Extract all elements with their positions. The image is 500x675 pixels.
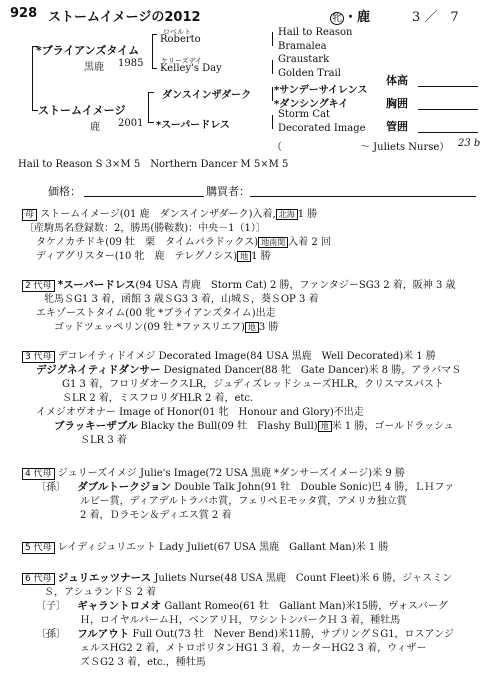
section-label: 6 代母 — [22, 573, 55, 585]
section-label: 2 代母 — [22, 280, 55, 292]
sire-year: 1985 — [118, 58, 144, 69]
measure-cannon-label: 管囲 — [386, 120, 408, 133]
measure-height-label: 体高 — [386, 74, 408, 87]
foaling-date: 3 ／ 7 — [412, 10, 459, 25]
section-label: 5 代母 — [22, 542, 55, 554]
tail-family: 23 b — [458, 138, 481, 149]
sex-mark: 牝 — [332, 13, 342, 24]
sire-dam-kana: ケリーズデイ — [161, 57, 203, 65]
g3-3: Graustark — [278, 54, 330, 65]
price-label: 価格： — [48, 185, 81, 198]
g3-8: Decorated Image — [278, 123, 366, 134]
inbreeding-line: Hail to Reason S 3×M 5 Northern Dancer M 5×M 5 — [18, 159, 289, 170]
buyer-field[interactable] — [250, 196, 476, 197]
dam-dam: *スーパードレス — [156, 120, 230, 131]
section-label: 4 代母 — [22, 468, 55, 480]
g3-5: *サンデーサイレンス — [274, 85, 368, 96]
g3-4: Golden Trail — [278, 68, 341, 79]
g3-1: Hail to Reason — [278, 27, 353, 38]
section-label: 3 代母 — [22, 351, 55, 363]
measure-girth-label: 胸囲 — [386, 97, 408, 110]
buyer-label: 購買者： — [206, 185, 250, 198]
dam-color: 鹿 — [90, 122, 100, 133]
price-field[interactable] — [84, 196, 204, 197]
horse-title: ストームイメージの2012 — [48, 10, 201, 25]
sire-dam: Kelley's Day — [160, 63, 222, 74]
sex-color: 牝 ・鹿 — [332, 10, 371, 25]
lot-number: 928 — [10, 6, 38, 21]
tail-female-paren: （ — [272, 142, 282, 153]
sire-sire-kana: ロベルト — [163, 28, 191, 36]
dam-name: ストームイメージ — [38, 104, 126, 117]
sire-color: 黒鹿 — [84, 62, 104, 73]
sire-name: *ブライアンズタイム — [36, 44, 140, 57]
dam-sire: ダンスインザダーク — [162, 90, 252, 101]
tail-female: ～ Juliets Nurse） — [360, 142, 450, 153]
g3-6: *ダンシングキイ — [274, 99, 349, 110]
section-label: 母 — [22, 209, 37, 221]
g3-2: Bramalea — [278, 41, 327, 52]
sire-sire: Roberto — [160, 34, 201, 45]
g3-7: Storm Cat — [278, 109, 330, 120]
dam-year: 2001 — [118, 118, 144, 129]
